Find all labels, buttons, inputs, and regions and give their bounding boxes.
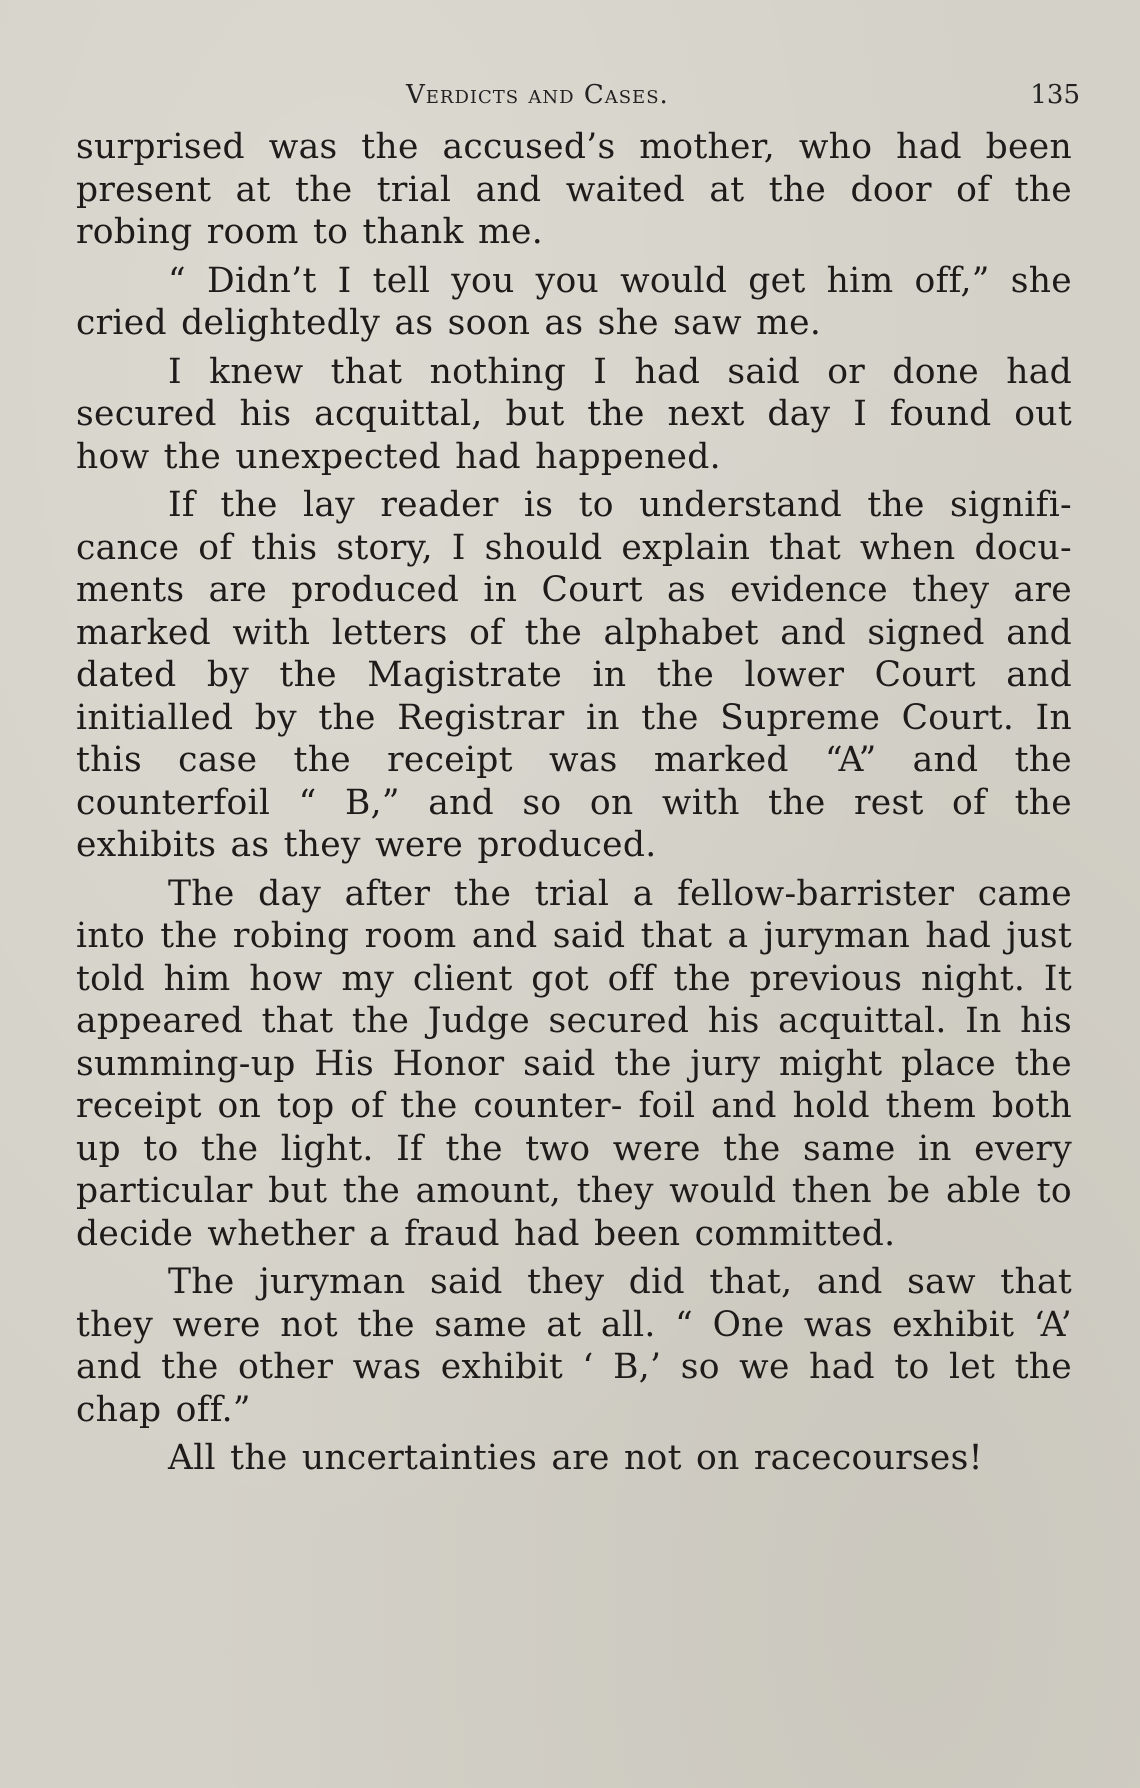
paragraph-3: I knew that nothing I had said or done had secured his acquittal, but the next day I found out how the unexpected had happened. [76, 351, 1072, 477]
paragraph-1: surprised was the accused’s mother, who had been present at the trial and waited at the door of the robing room to thank me. [76, 127, 1072, 252]
running-head [76, 80, 1080, 118]
paragraph-6: The juryman said they did that, and saw that they were not the same at all. “ One was exhibit ‘A’ and the other was exhibit ‘ B,’ so we had to let the chap off.” [76, 1262, 1072, 1430]
paragraph-7: All the uncertainties are not on racecourses! [168, 1438, 983, 1478]
paragraph-5: The day after the trial a fellow-barrister came into the robing room and said that a juryman had just told him how my client got off the previous night. It appeared that the Judge secured his acquittal. In his summing-up His Honor said the jury might place the receipt on top of the counter- foil and hold them both up to the light. If the two were the same in every particular but the amount, they would then be able to decide whether a fraud had been committed. [76, 873, 1072, 1254]
body-text [76, 126, 1072, 1480]
book-page [76, 80, 1080, 1486]
running-title: Verdicts and Cases. [406, 80, 669, 110]
paragraph-2: “ Didn’t I tell you you would get him off,” she cried delightedly as soon as she saw me. [76, 260, 1072, 343]
paragraph-4: If the lay reader is to understand the signifi- cance of this story, I should explain that when docu- ments are produced in Court as evidence they are marked with letters of the alphabet and signed and dated by the Magistrate in the lower Court and initialled by the Registrar in the Supreme Court. In this case the receipt was marked “A” and the counterfoil “ B,” and so on with the rest of the exhibits as they were produced. [76, 485, 1072, 865]
page-number: 135 [1030, 80, 1080, 110]
